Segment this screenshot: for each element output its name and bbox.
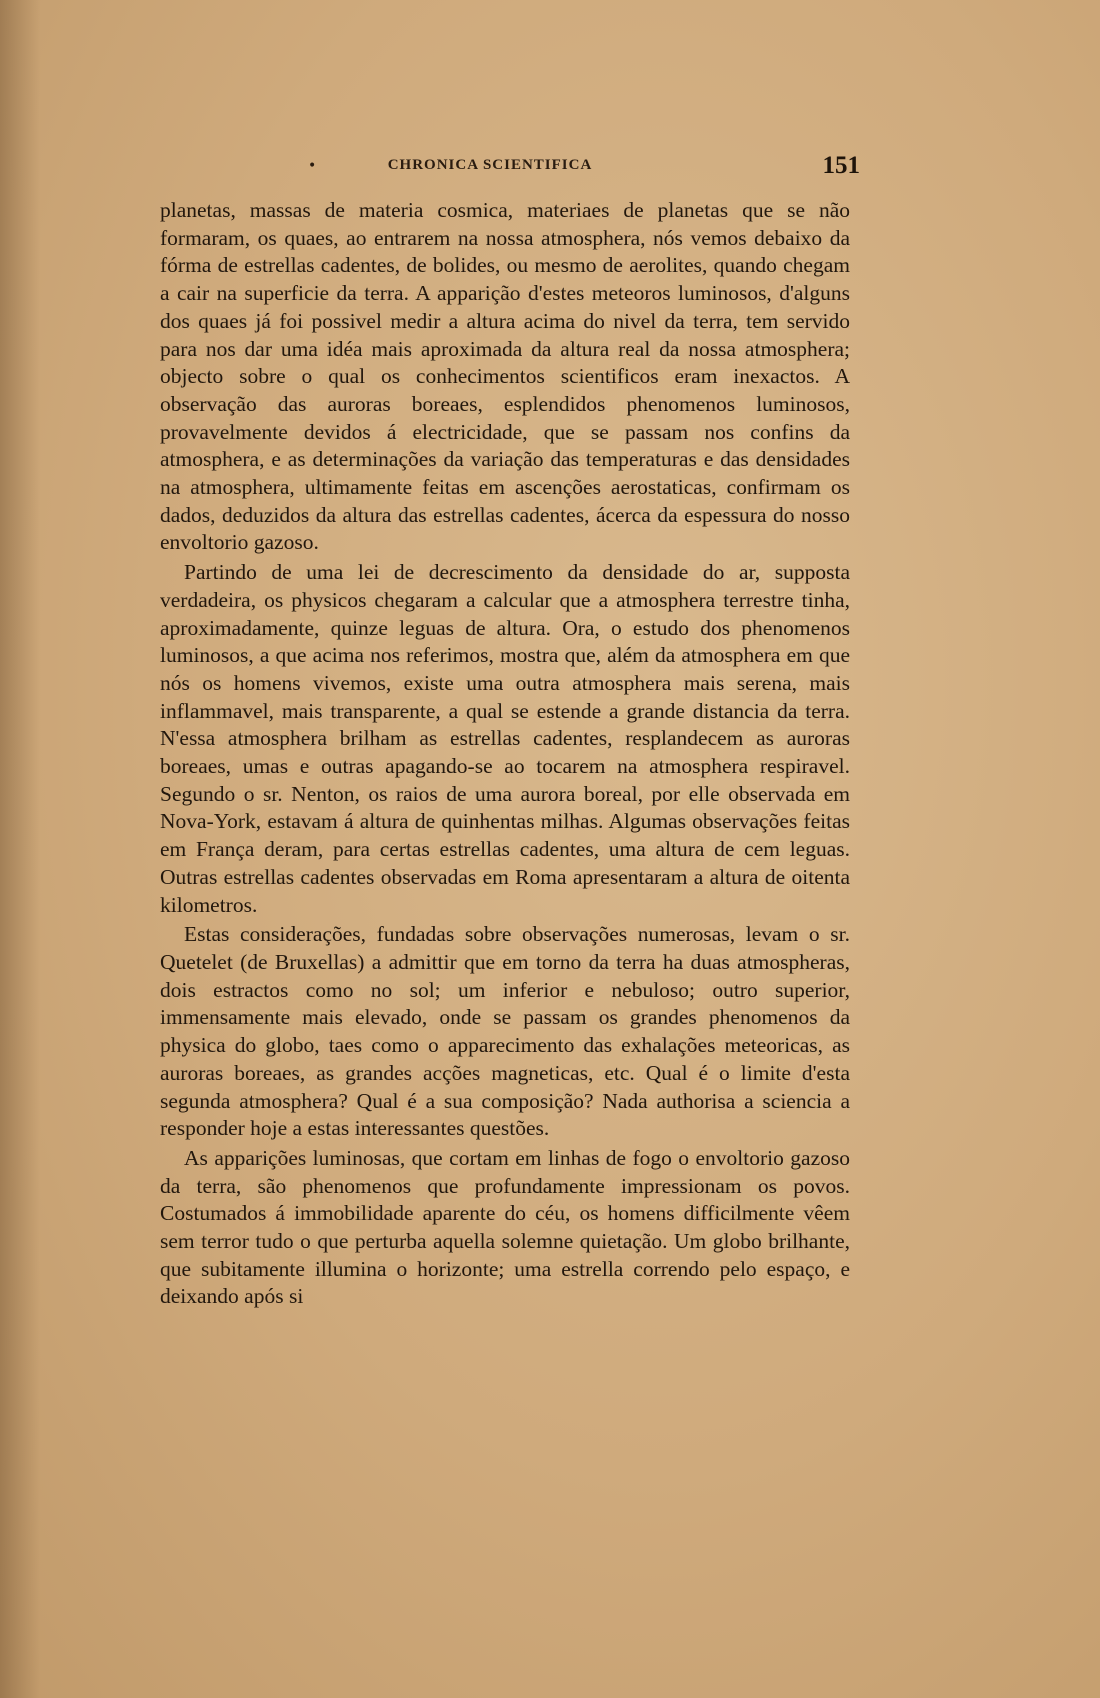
running-head <box>160 152 860 182</box>
paragraph-1: planetas, massas de materia cosmica, materiaes de planetas que se não formaram, os quaes, ao entrarem na nossa atmosphera, nós vemos debaixo da fórma de estrellas cadentes, de bolides, ou mesmo de aerolites, quando chegam a cair na superficie da terra. A apparição d'estes meteoros luminosos, d'alguns dos quaes já foi possivel medir a altura acima do nivel da terra, tem servido para nos dar uma idéa mais aproximada da altura real da nossa atmosphera; objecto sobre o qual os conhecimentos scientificos eram inexactos. A observação das auroras boreaes, esplendidos phenomenos luminosos, provavelmente devidos á electricidade, que se passam nos confins da atmosphera, e as determinações da variação das temperaturas e das densidades na atmosphera, ultimamente feitas em ascenções aerostaticas, confirmam os dados, deduzidos da altura das estrellas cadentes, ácerca da espessura do nosso envoltorio gazoso. <box>160 198 850 555</box>
paragraph-2: Partindo de uma lei de decrescimento da densidade do ar, supposta verdadeira, os physicos chegaram a calcular que a atmosphera terrestre tinha, aproximadamente, quinze leguas de altura. Ora, o estudo dos phenomenos luminosos, a que acima nos referimos, mostra que, além da atmosphera em que nós os homens vivemos, existe uma outra atmosphera mais serena, mais inflammavel, mais transparente, a qual se estende a grande distancia da terra. N'essa atmosphera brilham as estrellas cadentes, resplandecem as auroras boreaes, umas e outras apagando-se ao tocarem na atmosphera respiravel. Segundo o sr. Nenton, os raios de uma aurora boreal, por elle observada em Nova-York, estavam á altura de quinhentas milhas. Algumas observações feitas em França deram, para certas estrellas cadentes, uma altura de cem leguas. Outras estrellas cadentes observadas em Roma apresentaram a altura de oitenta kilometros. <box>160 560 850 917</box>
body-text <box>160 197 850 1311</box>
page-number: 151 <box>822 152 860 179</box>
header-dot: • <box>308 158 317 174</box>
paragraph-4: As apparições luminosas, que cortam em linhas de fogo o envoltorio gazoso da terra, são phenomenos que profundamente impressionam os povos. Costumados á immobilidade aparente do céu, os homens difficilmente vêem sem terror tudo o que perturba aquella solemne quietação. Um globo brilhante, que subitamente illumina o horizonte; uma estrella correndo pelo espaço, e deixando após si <box>160 1145 850 1309</box>
paragraph-3: Estas considerações, fundadas sobre observações numerosas, levam o sr. Quetelet (de Bruxellas) a admittir que em torno da terra ha duas atmospheras, dois estractos como no sol; um inferior e nebuloso; outro superior, immensamente mais elevado, onde se passam os grandes phenomenos da physica do globo, taes como o apparecimento das exhalações meteoricas, as auroras boreaes, as grandes acções magneticas, etc. Qual é o limite d'esta segunda atmosphera? Qual é a sua composição? Nada authorisa a sciencia a responder hoje a estas interessantes questões. <box>160 922 850 1141</box>
running-title: CHRONICA SCIENTIFICA <box>387 157 593 173</box>
